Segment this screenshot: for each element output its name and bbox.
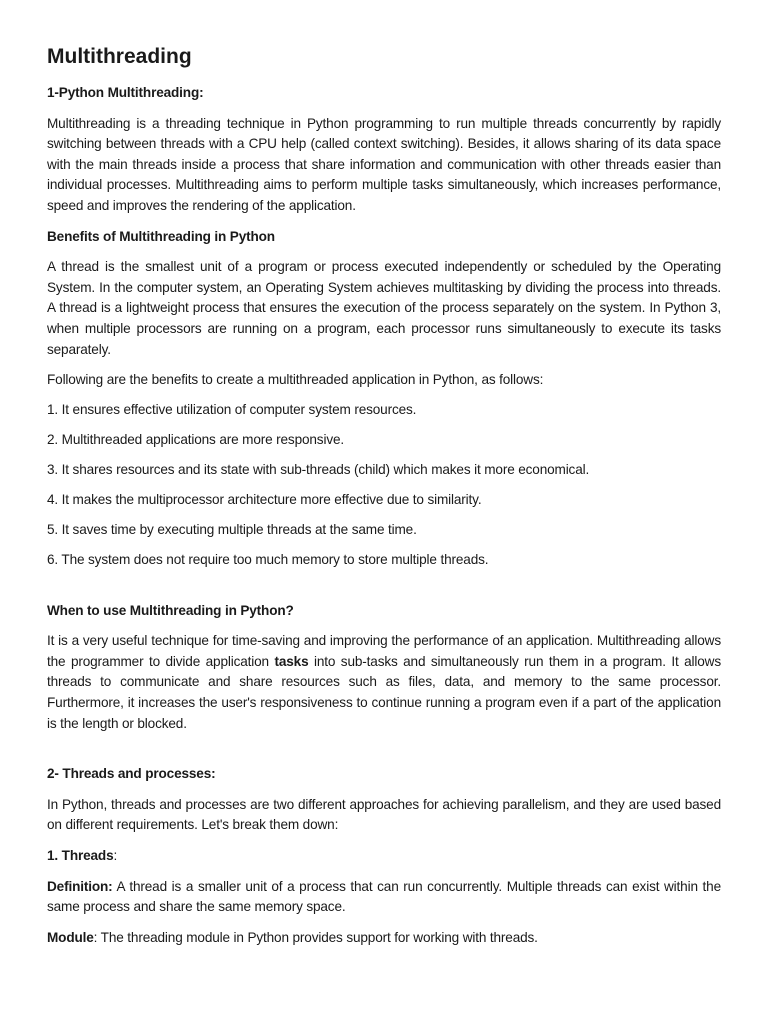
paragraph — [47, 928, 721, 949]
text: It is a very useful technique for time-saving and improving the performance of an application. Multithreading allows the programmer to divide application — [47, 633, 721, 669]
text: A thread is a smaller unit of a process that can run concurrently. Multiple threads can exist within the same process and share the same memory space. — [47, 878, 721, 915]
text: : — [113, 847, 118, 863]
bold-text: Module — [47, 929, 94, 945]
bold-text: 1. Threads — [47, 847, 114, 863]
list-item: 3. It shares resources and its state with sub-threads (child) which makes it more economical. — [47, 462, 590, 478]
paragraph — [47, 631, 721, 734]
list-item: 2. Multithreaded applications are more responsive. — [47, 432, 345, 448]
paragraph: A thread is the smallest unit of a program or process executed independently or scheduled by the Operating System. In the computer system, an Operating System achieves multitasking by dividing the process into threads. A thread is a lightweight process that ensures the execution of the process separately on the system. In Python 3, when multiple processors are running on a program, each processor runs simultaneously to execute its tasks separately. — [47, 259, 721, 357]
bold-text: tasks — [274, 653, 309, 669]
paragraph: Following are the benefits to create a multithreaded application in Python, as follows: — [47, 372, 544, 388]
subheading: When to use Multithreading in Python? — [47, 602, 294, 618]
paragraph — [47, 846, 721, 867]
text: : The threading module in Python provides support for working with threads. — [93, 929, 538, 945]
bold-text: Definition: — [47, 878, 113, 894]
list-item: 4. It makes the multiprocessor architecture more effective due to similarity. — [47, 492, 482, 508]
list-item: 1. It ensures effective utilization of computer system resources. — [47, 402, 417, 418]
subheading: Benefits of Multithreading in Python — [47, 228, 275, 244]
page-title: Multithreading — [47, 45, 192, 68]
text: into sub-tasks and simultaneously run them in a program. It allows threads to communicate and share resources such as files, data, and memory to the same processor. Furthermore, it increases the user's responsiveness to continue running a program even if a part of the application is the length or blocked. — [47, 653, 721, 731]
paragraph: Multithreading is a threading technique in Python programming to run multiple threads concurrently by rapidly switching between threads with a CPU help (called context switching). Besides, it allows sharing of its data space with the main threads inside a process that share information and communication with other threads easier than individual processes. Multithreading aims to perform multiple tasks simultaneously, which increases performance, speed and improves the rendering of the application. — [47, 115, 721, 213]
section-heading: 1-Python Multithreading: — [47, 85, 204, 100]
paragraph — [47, 877, 721, 918]
section-heading: 2- Threads and processes: — [47, 766, 216, 782]
list-item: 5. It saves time by executing multiple threads at the same time. — [47, 522, 417, 538]
paragraph: In Python, threads and processes are two different approaches for achieving parallelism, and they are used based on different requirements. Let's break them down: — [47, 796, 721, 833]
list-item: 6. The system does not require too much memory to store multiple threads. — [47, 552, 489, 568]
